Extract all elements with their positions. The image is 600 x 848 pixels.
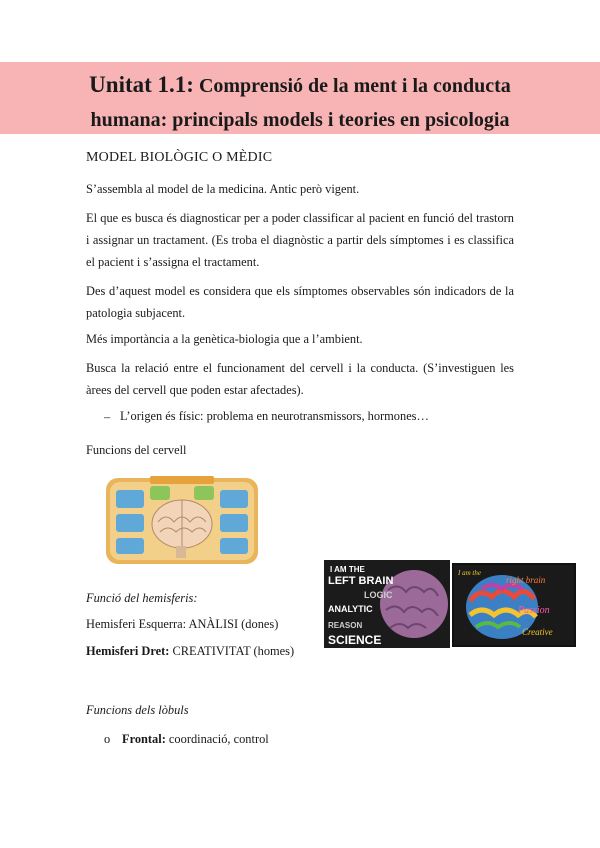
bullet-item-frontal xyxy=(122,728,502,750)
right-hemisphere-text xyxy=(86,640,326,662)
left-hemisphere-text: Hemisferi Esquerra: ANÀLISI (dones) xyxy=(86,617,279,631)
bullet-item-origin: L’origen és físic: problema en neurotransmissors, hormones… xyxy=(120,409,429,423)
left-brain-word-6: SCIENCE xyxy=(328,633,382,647)
page-title-line2: humana: principals models i teories en psicologia xyxy=(90,109,510,131)
title-unit: Unitat 1.1: xyxy=(89,72,194,97)
left-brain-word-2: LEFT BRAIN xyxy=(328,575,394,587)
right-brain-word-3: Passion xyxy=(518,605,550,616)
right-hemisphere-value: CREATIVITAT (homes) xyxy=(169,644,295,658)
bullet-o-marker: o xyxy=(104,732,111,746)
paragraph-3: Des d’aquest model es considera que els símptomes observables són indicadors de la patologia subjacent. xyxy=(86,284,514,320)
brain-functions-image xyxy=(100,470,264,570)
hemispheres-label: Funció del hemisferis: xyxy=(86,591,198,605)
paragraph-4: Més importància a la genètica-biologia que a l’ambient. xyxy=(86,332,363,346)
left-brain-word-4: ANALYTIC xyxy=(328,604,373,614)
paragraph-2: El que es busca és diagnosticar per a poder classificar al pacient en funció del trastorn i assignar un tractament. (Es troba el diagnòstic a partir dels símptomes i es classifica el pacient i s’assigna el tractament. xyxy=(86,211,514,269)
left-brain-word-3: LOGIC xyxy=(364,590,393,600)
right-brain-word-2: right brain xyxy=(506,575,546,585)
lobes-label: Funcions dels lòbuls xyxy=(86,703,189,717)
bullet-dash-marker: – xyxy=(104,410,111,424)
paragraph-1: S’assembla al model de la medicina. Antic però vigent. xyxy=(86,182,360,196)
frontal-value: coordinació, control xyxy=(165,732,269,746)
right-hemisphere-label: Hemisferi Dret: xyxy=(86,644,170,658)
title-main: Comprensió de la ment i la conducta xyxy=(193,75,511,97)
left-brain-word-5: REASON xyxy=(328,621,363,630)
paragraph-5: Busca la relació entre el funcionament del cervell i la conducta. (S’investiguen les àrees del cervell que poden estar afectades). xyxy=(86,361,514,397)
section-heading: MODEL BIOLÒGIC O MÈDIC xyxy=(86,150,273,165)
page-title-line1 xyxy=(0,72,600,98)
brain-functions-label: Funcions del cervell xyxy=(86,443,187,457)
right-brain-word-4: Creative xyxy=(522,627,553,637)
frontal-label: Frontal: xyxy=(122,732,166,746)
left-brain-word-1: I AM THE xyxy=(330,565,365,574)
right-brain-word-1: I am the xyxy=(458,569,481,577)
